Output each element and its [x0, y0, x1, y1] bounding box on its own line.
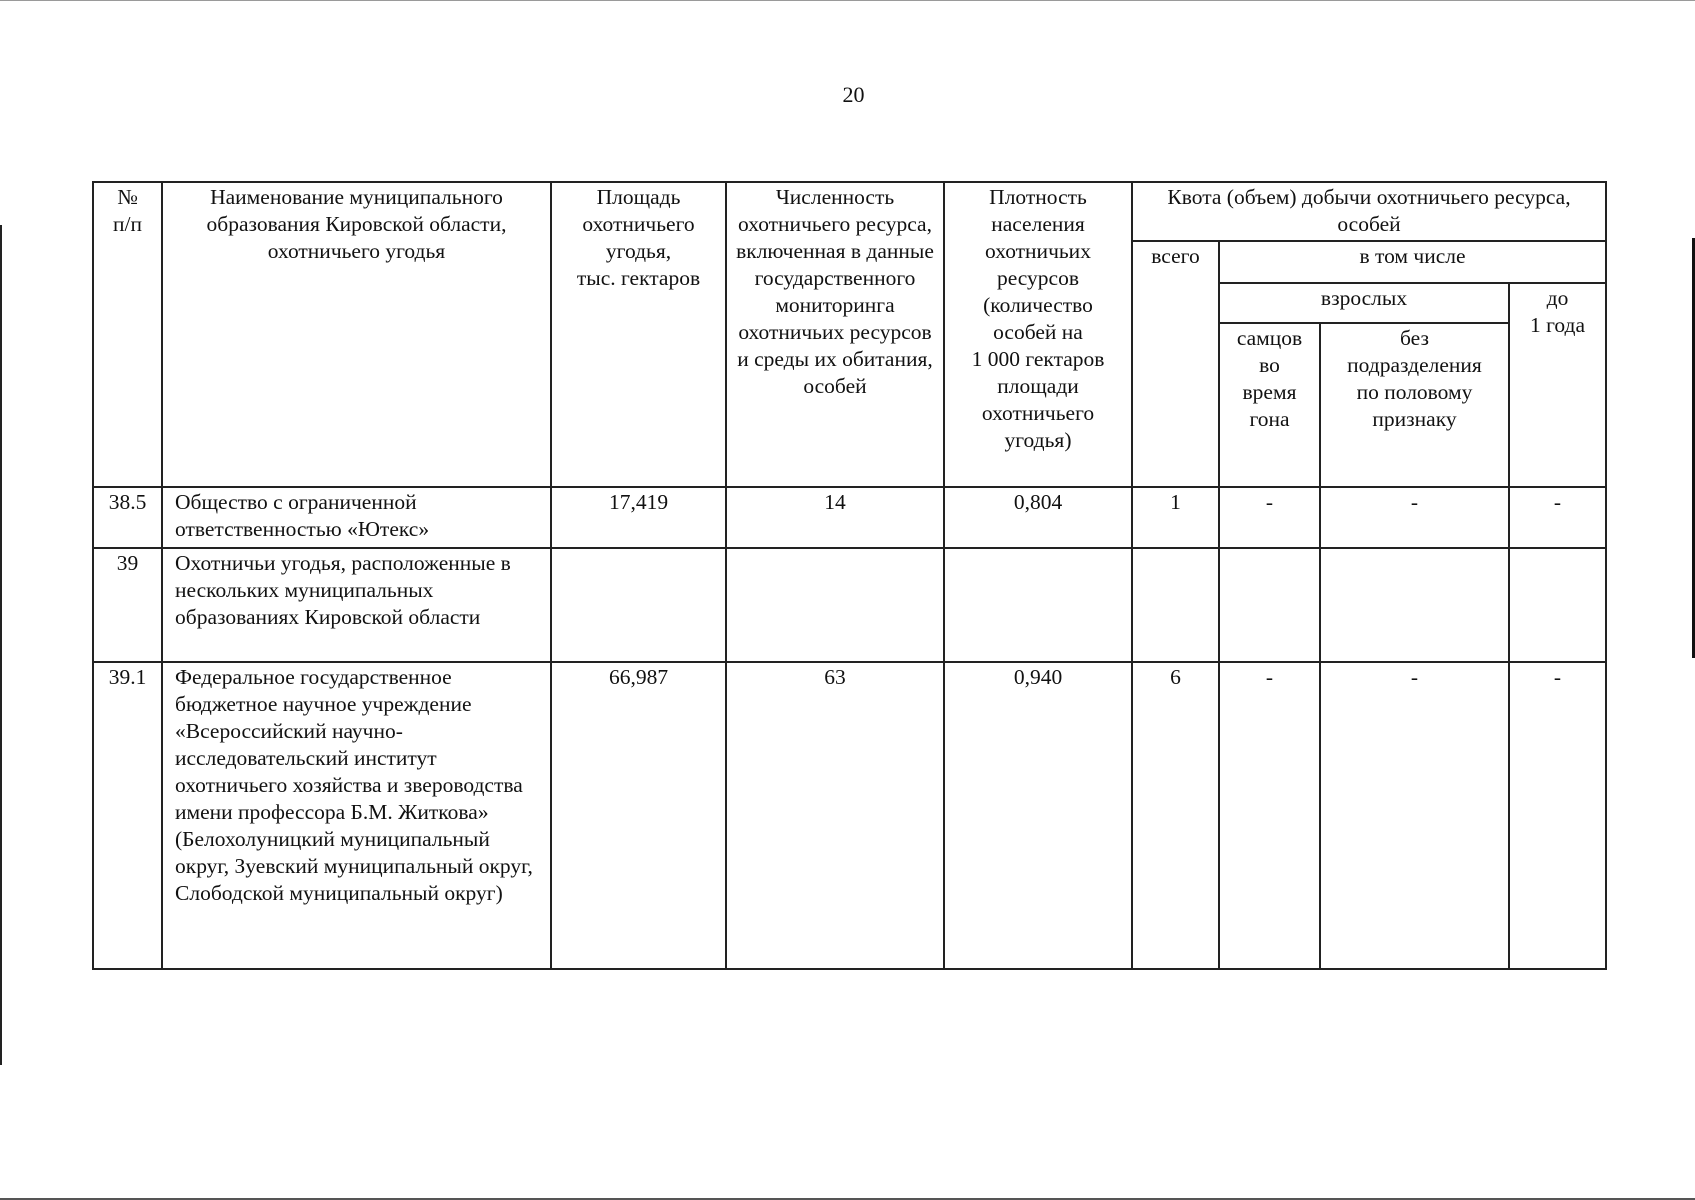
row-under-one-year: - — [1509, 487, 1606, 549]
row-name: Охотничьи угодья, расположенные в нескольких муниципальных образованиях Кировской области — [162, 548, 551, 662]
row-no-sex-division — [1320, 548, 1509, 662]
header-row — [93, 182, 1606, 241]
row-males-rut: - — [1219, 662, 1320, 969]
row-density: 0,804 — [944, 487, 1132, 549]
row-count — [726, 548, 944, 662]
scan-top-edge — [0, 0, 1695, 1]
row-number: 39.1 — [93, 662, 162, 969]
row-name: Федеральное государственное бюджетное научное учреждение «Всероссийский научно-исследовательский институт охотничьего хозяйства и звероводства имени профессора Б.М. Житкова» (Белохолуницкий муниципальный округ, Зуевский муниципальный округ, Слободской муниципальный округ) — [162, 662, 551, 969]
row-total: 6 — [1132, 662, 1219, 969]
row-count: 63 — [726, 662, 944, 969]
row-total: 1 — [1132, 487, 1219, 549]
row-name: Общество с ограниченной ответственностью «Ютекс» — [162, 487, 551, 549]
header-total: всего — [1132, 241, 1219, 487]
row-number: 39 — [93, 548, 162, 662]
row-no-sex-division: - — [1320, 487, 1509, 549]
header-area: Площадь охотничьего угодья, тыс. гектаров — [551, 182, 726, 487]
header-density: Плотность населения охотничьих ресурсов (количество особей на 1 000 гектаров площади охотничьего угодья) — [944, 182, 1132, 487]
header-adults: взрослых — [1219, 283, 1509, 323]
row-number: 38.5 — [93, 487, 162, 549]
row-density: 0,940 — [944, 662, 1132, 969]
header-name: Наименование муниципального образования Кировской области, охотничьего угодья — [162, 182, 551, 487]
header-number-text: № п/п — [113, 185, 142, 236]
header-number — [93, 182, 162, 487]
header-quota: Квота (объем) добычи охотничьего ресурса, особей — [1132, 182, 1606, 241]
row-no-sex-division: - — [1320, 662, 1509, 969]
row-males-rut: - — [1219, 487, 1320, 549]
table-row — [93, 487, 1606, 549]
scan-left-edge — [0, 225, 2, 1065]
header-count: Численность охотничьего ресурса, включенная в данные государственного мониторинга охотничьих ресурсов и среды их обитания, особей — [726, 182, 944, 487]
row-area — [551, 548, 726, 662]
header-males-rut: самцов во время гона — [1219, 323, 1320, 486]
header-including: в том числе — [1219, 241, 1606, 283]
hunting-quota-table — [92, 181, 1607, 970]
header-no-sex-division: без подразделения по половому признаку — [1320, 323, 1509, 486]
row-area: 17,419 — [551, 487, 726, 549]
table-row — [93, 548, 1606, 662]
row-density — [944, 548, 1132, 662]
row-males-rut — [1219, 548, 1320, 662]
page-number: 20 — [842, 82, 865, 107]
row-area: 66,987 — [551, 662, 726, 969]
table-row — [93, 662, 1606, 969]
row-total — [1132, 548, 1219, 662]
row-count: 14 — [726, 487, 944, 549]
header-under-one-year: до 1 года — [1509, 283, 1606, 487]
row-under-one-year — [1509, 548, 1606, 662]
row-under-one-year: - — [1509, 662, 1606, 969]
